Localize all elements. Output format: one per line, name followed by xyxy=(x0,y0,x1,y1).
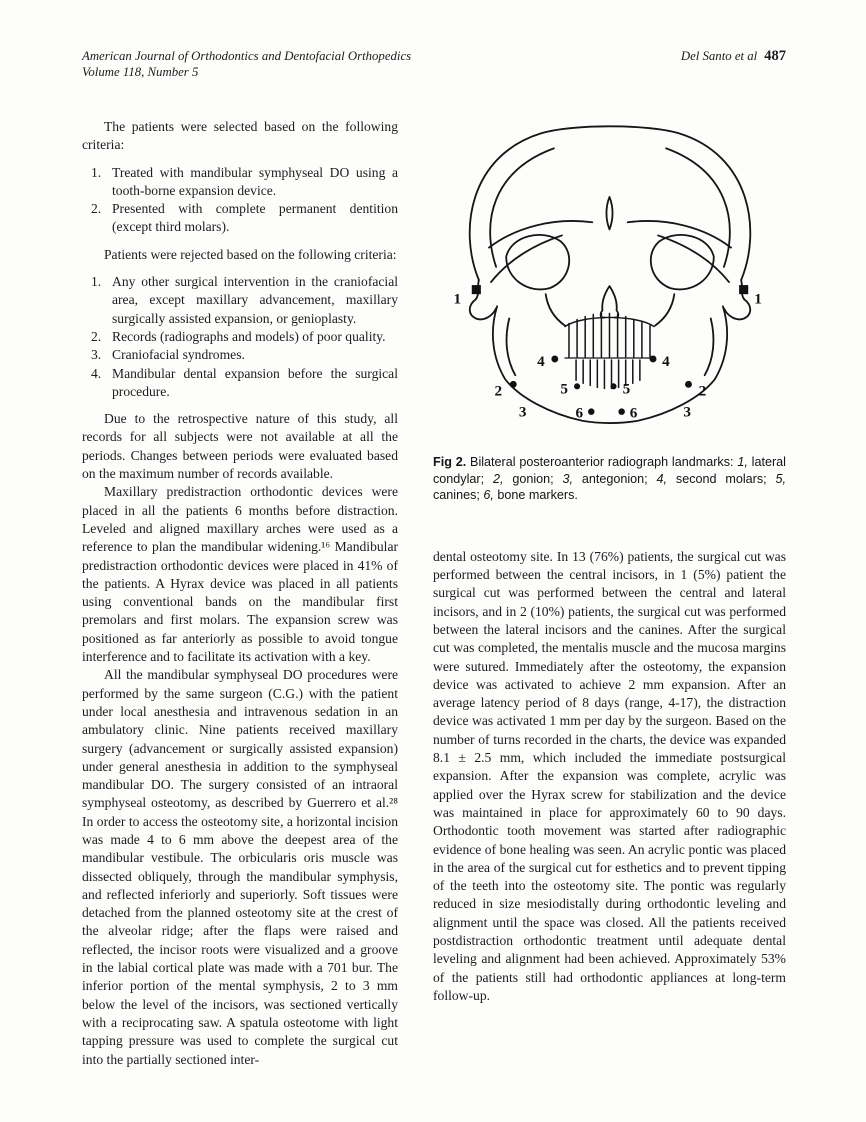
item-number: 4. xyxy=(91,365,102,381)
item-text: Craniofacial syndromes. xyxy=(112,347,245,363)
criteria-item xyxy=(82,365,398,402)
rejection-criteria-list xyxy=(82,273,398,401)
landmark-5-left-marker xyxy=(574,383,580,389)
journal-info xyxy=(82,48,411,80)
landmark-3-right-label: 3 xyxy=(682,403,691,421)
landmark-5-right-marker xyxy=(610,383,616,389)
right-orbit xyxy=(650,235,713,290)
left-zygomatic-arch xyxy=(469,299,495,319)
glabella-mark xyxy=(606,197,612,229)
journal-title: American Journal of Orthodontics and Dentofacial Orthopedics xyxy=(82,49,412,63)
landmark-4-left-marker xyxy=(551,356,558,363)
right-zygomatic-arch xyxy=(723,299,749,319)
item-text: Records (radiographs and models) of poor quality. xyxy=(112,328,386,344)
left-maxilla-line xyxy=(545,294,564,325)
left-temporal-line xyxy=(490,148,554,266)
right-innominate-line xyxy=(658,235,729,282)
landmark-2-left-label: 2 xyxy=(494,382,502,400)
running-head xyxy=(681,48,786,64)
selection-criteria-list xyxy=(82,164,398,237)
page-header xyxy=(0,0,866,80)
cranium-outline xyxy=(469,126,750,280)
two-column-body xyxy=(0,80,866,1069)
paragraph-predistraction: Maxillary predistraction orthodontic devices were placed in all the patients 6 months before distraction. Leveled and aligned maxillary arches were used as a reference to plan the mandibular widening.¹⁶ Mandibular predistraction orthodontic devices were placed in 41% of the patients. A Hyrax device was placed in all patients using conventional bands on the mandibular first premolars and first molars. The expansion screw was positioned as far anteriorly as possible to avoid tongue interference and to facilitate its activation with a key. xyxy=(82,484,398,665)
landmark-labels xyxy=(453,290,761,421)
criteria-item xyxy=(82,346,398,364)
landmark-4-left-label: 4 xyxy=(536,353,545,371)
item-number: 2. xyxy=(91,201,102,217)
landmark-1-right-label: 1 xyxy=(753,290,762,308)
item-number: 2. xyxy=(91,328,102,344)
landmark-4-right-marker xyxy=(649,356,656,363)
left-ramus-line xyxy=(506,318,515,375)
left-orbit xyxy=(506,235,569,290)
left-column xyxy=(82,118,398,1069)
item-number: 1. xyxy=(91,274,102,290)
criteria-item xyxy=(82,273,398,328)
landmark-4-right-label: 4 xyxy=(661,353,670,371)
figure-2-caption: Fig 2. Bilateral posteroanterior radiograph landmarks: 1, lateral condylar; 2, gonion; 3, antegonion; 4, second molars; 5, canines; 6, bone markers. xyxy=(433,455,786,503)
paragraph-retrospective: Due to the retrospective nature of this study, all records for all subjects were not available at all the periods. Changes between periods were evaluated based on the maximum number of records available. xyxy=(82,411,398,482)
landmark-2-right-label: 2 xyxy=(698,382,706,400)
landmark-5-left-label: 5 xyxy=(559,380,568,398)
landmark-3-left-label: 3 xyxy=(518,403,526,421)
item-text: Presented with complete permanent dentition (except third molars). xyxy=(112,201,398,235)
item-text: Mandibular dental expansion before the surgical procedure. xyxy=(112,365,398,399)
paragraph-rejection-intro: Patients were rejected based on the following criteria: xyxy=(104,246,397,262)
right-temporal-line xyxy=(666,148,730,266)
landmark-2-right-marker xyxy=(685,381,692,388)
criteria-item xyxy=(82,200,398,237)
right-ramus-line xyxy=(704,318,713,375)
landmark-6-left-marker xyxy=(588,408,594,414)
item-text: Treated with mandibular symphyseal DO using a tooth-borne expansion device. xyxy=(112,164,398,198)
landmark-6-right-label: 6 xyxy=(629,404,637,422)
left-innominate-line xyxy=(491,235,562,282)
landmark-6-left-label: 6 xyxy=(575,404,583,422)
criteria-item xyxy=(82,328,398,346)
landmark-5-right-label: 5 xyxy=(622,380,630,398)
page-number: 487 xyxy=(764,48,786,64)
figure-2 xyxy=(433,120,786,504)
skull-line-art-icon xyxy=(440,120,780,439)
lower-teeth xyxy=(576,360,640,388)
landmark-1-left-label: 1 xyxy=(453,290,461,308)
running-authors: Del Santo et al xyxy=(680,49,758,63)
landmark-1-right-marker xyxy=(739,285,748,294)
criteria-item xyxy=(82,164,398,201)
landmark-1-left-marker xyxy=(471,285,480,294)
paragraph-surgery: All the mandibular symphyseal DO procedures were performed by the same surgeon (C.G.) with the patient under local anesthesia and intravenous sedation in an ambulatory clinic. Nine patients received maxillary surgery (advancement or surgically assisted expansion) under general anesthesia in addition to the symphyseal mandibular DO. The surgery consisted of an intraoral symphyseal osteotomy, as described by Guerrero et al.²⁸ In order to access the osteotomy site, a horizontal incision was made 4 to 6 mm above the deepest area of the mandibular vestibule. The orbicularis oris muscle was dissected obliquely, through the mandibular symphysis, and reflected inferiorly and superiorly. Soft tissues were detached from the planned osteotomy site at the crest of the alveolar ridge; after the flaps were raised and reflected, the incisor roots were visualized and a groove in the labial cortical plate was made with a 701 bur. The inferior portion of the mental symphysis, 2 to 3 mm below the level of the incisors, was sectioned vertically with a reciprocating saw. A spatula osteotome with light tapping pressure was used to complete the surgical cut into the partially sectioned inter- xyxy=(82,667,398,1067)
journal-volume: Volume 118, Number 5 xyxy=(82,65,199,79)
right-column xyxy=(433,118,786,1069)
item-number: 1. xyxy=(91,164,102,180)
landmark-2-left-marker xyxy=(509,381,516,388)
paragraph-distraction-protocol: dental osteotomy site. In 13 (76%) patients, the surgical cut was performed between the central incisors, in 1 (5%) patient the surgical cut was performed between the central and lateral incisors, and in 2 (10%) patients, the surgical cut was performed between the lateral incisors and the canines. After the surgical cut was completed, the mentalis muscle and the mucosa margins were sutured. Immediately after the osteotomy, the expansion device was activated to achieve 2 mm expansion. After an average latency period of 8 days (range, 4-17), the distraction device was activated 1 mm per day by the surgeon. Based on the number of turns recorded in the charts, the device was expanded 8.1 ± 2.5 mm, which included the immediate postsurgical expansion. After the expansion was complete, acrylic was applied over the Hyrax screw for stabilization and the device was maintained in place for approximately 60 to 90 days. Orthodontic tooth movement was started after radiographic evidence of bone healing was seen. An acrylic pontic was placed in the area of the surgical cut for esthetics and to prevent tipping of the teeth into the osteotomy site. The pontic was regularly reduced in size mesiodistally during orthodontic leveling and alignment until the space was closed. All the patients received postdistraction orthodontic treatment until adequate dental leveling and alignment had been achieved. Approximately 53% of the patients still had orthodontic appliances at long-term follow-up. xyxy=(433,548,786,1003)
paragraph-selection-intro: The patients were selected based on the following criteria: xyxy=(82,119,398,153)
item-text: Any other surgical intervention in the craniofacial area, except maxillary advancement, maxillary surgically assisted expansion, or genioplasty. xyxy=(112,274,398,326)
right-maxilla-line xyxy=(655,294,674,325)
item-number: 3. xyxy=(91,347,102,363)
landmark-6-right-marker xyxy=(618,408,624,414)
